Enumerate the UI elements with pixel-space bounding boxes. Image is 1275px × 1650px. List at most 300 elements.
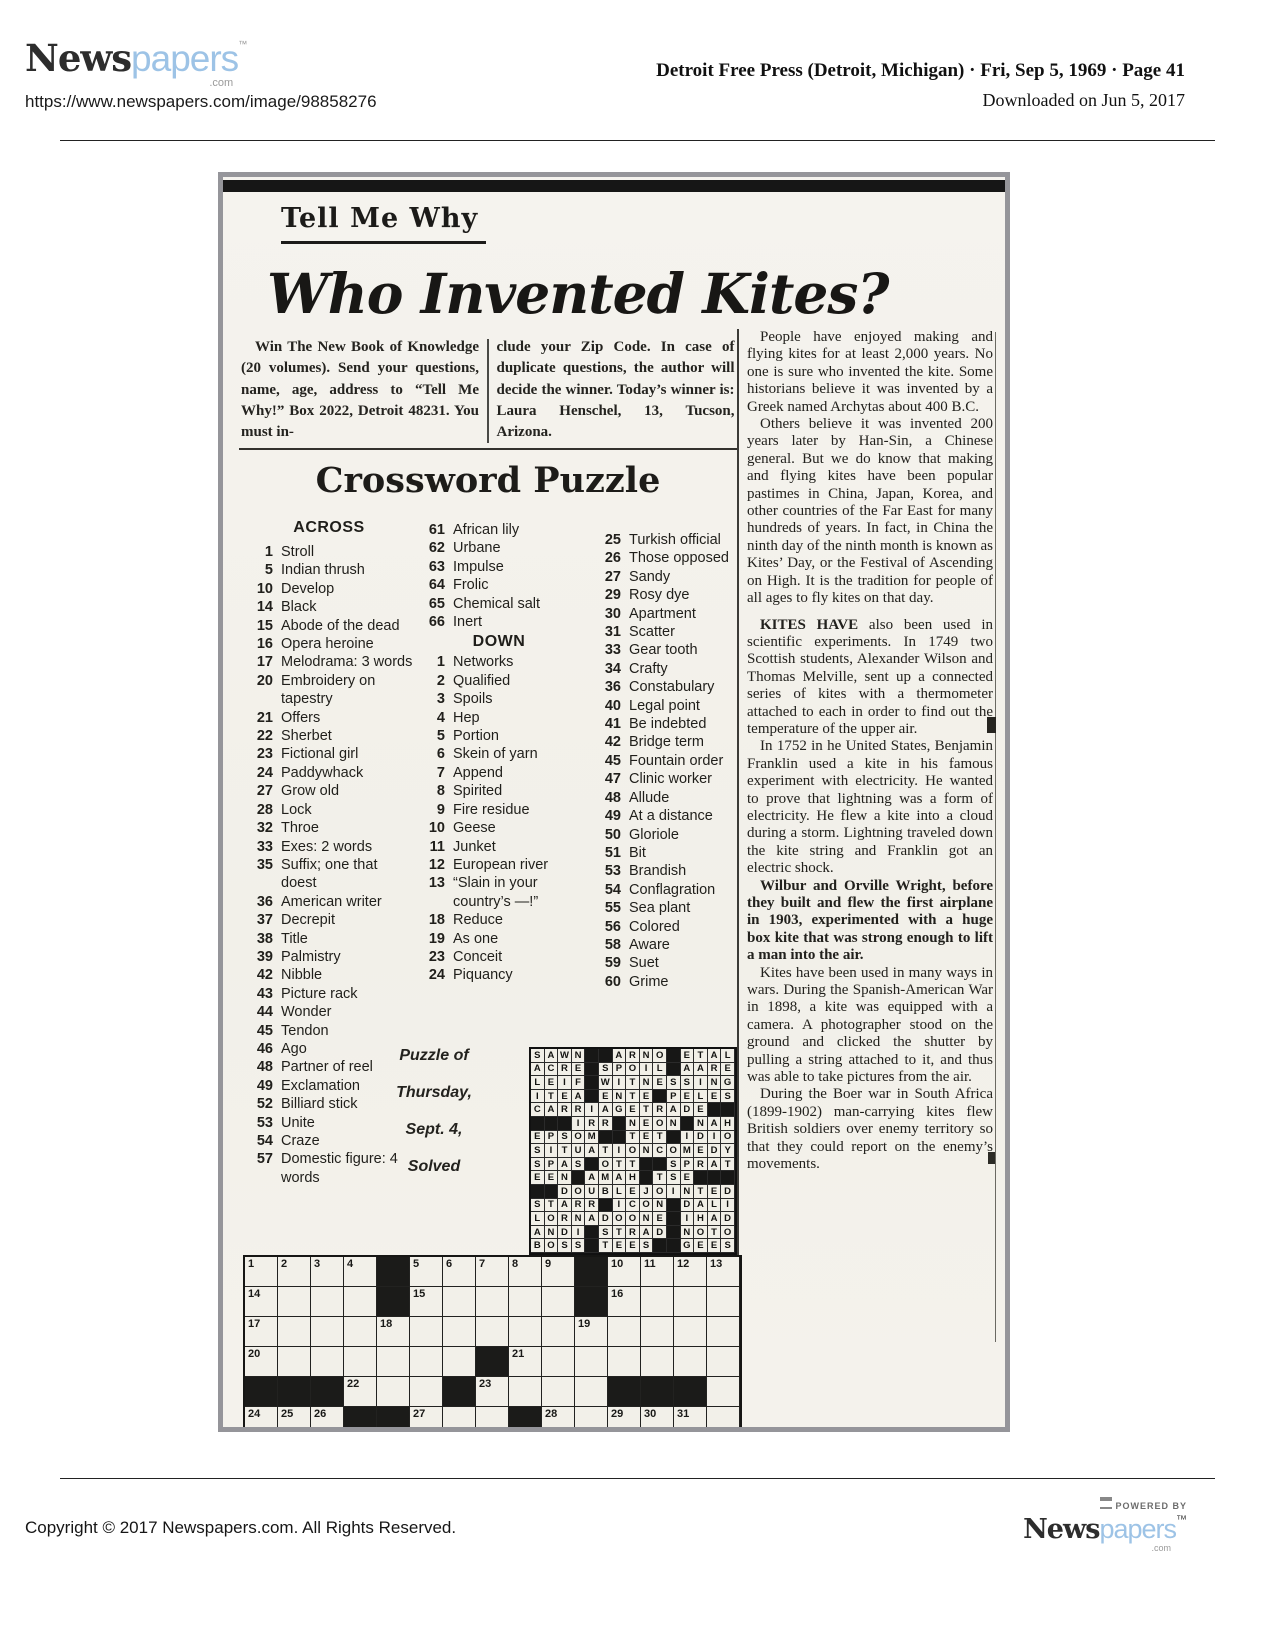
clue-number: 29 (604, 587, 621, 604)
grid-cell-letter: L (721, 1049, 735, 1063)
grid-cell-letter: T (545, 1199, 559, 1213)
clue-text: Scatter (629, 624, 675, 641)
downloaded-date: Downloaded on Jun 5, 2017 (982, 90, 1185, 110)
grid-cell-letter: T (626, 1076, 640, 1090)
grid-cell-letter: S (531, 1158, 545, 1172)
grid-cell-letter: W (558, 1049, 572, 1063)
clue-number: 54 (604, 881, 621, 898)
clue-text: Hep (453, 709, 480, 726)
grid-cell-letter: S (667, 1171, 681, 1185)
article-paragraph: During the Boer war in South Africa (1899-1902) man-carrying kites flew British soldiers over enemy territory so that they could report on the enemy’s movements. (747, 1086, 993, 1173)
clue-text: Conflagration (629, 881, 716, 898)
grid-cell (311, 1347, 344, 1377)
clue-number: 33 (604, 642, 621, 659)
grid-cell (476, 1407, 509, 1432)
grid-cell-letter: L (694, 1090, 708, 1104)
grid-cell (542, 1377, 575, 1407)
grid-cell-letter: T (694, 1185, 708, 1199)
grid-cell-black (721, 1103, 735, 1117)
clue-number: 49 (256, 1077, 273, 1094)
grid-cell-black (585, 1239, 599, 1253)
grid-cell-letter: S (721, 1090, 735, 1104)
grid-cell-black (575, 1257, 608, 1287)
solved-crossword-grid (529, 1047, 737, 1255)
grid-cell-letter: R (558, 1103, 572, 1117)
clue-text: Black (281, 599, 317, 616)
grid-cell-letter: L (531, 1212, 545, 1226)
clue-number: 46 (256, 1040, 273, 1057)
clue-number: 5 (264, 562, 273, 579)
powered-by-logo[interactable] (1023, 1496, 1187, 1553)
clue-number: 6 (436, 746, 445, 763)
clue-number: 36 (604, 679, 621, 696)
grid-cell-letter: C (531, 1103, 545, 1117)
clue-text: Lock (281, 801, 312, 818)
clue-number: 60 (604, 973, 621, 990)
grid-cell-letter: M (599, 1171, 613, 1185)
grid-cell-letter: L (708, 1199, 722, 1213)
intro-column-1: Win The New Book of Knowledge (20 volumes). Send your questions, name, age, address to “Tell Me Why!” Box 2022, Detroit 48231. You must in- (241, 339, 479, 441)
grid-cell-letter: E (708, 1090, 722, 1104)
grid-cell-letter: B (531, 1239, 545, 1253)
grid-cell-black (531, 1117, 545, 1131)
grid-cell: 7 (476, 1257, 509, 1287)
clue-number: 35 (256, 856, 273, 873)
grid-cell-letter: L (653, 1063, 667, 1077)
grid-cell-letter: O (721, 1131, 735, 1145)
grid-cell: 18 (377, 1317, 410, 1347)
clue-text: Apartment (629, 605, 696, 622)
grid-cell-black (575, 1287, 608, 1317)
clue-text: Grow old (281, 783, 340, 800)
clue-number: 19 (428, 930, 445, 947)
clue-item (419, 672, 581, 690)
grid-cell (344, 1317, 377, 1347)
grid-cell: 10 (608, 1257, 641, 1287)
clue-text: Reduce (453, 912, 503, 929)
grid-cell-black (278, 1377, 311, 1407)
right-edge-rule (995, 332, 996, 1342)
grid-cell-letter: O (545, 1239, 559, 1253)
clue-text: Stroll (281, 544, 315, 560)
clue-number: 32 (256, 820, 273, 837)
clue-text: Allude (629, 789, 670, 806)
grid-cell-letter: S (667, 1158, 681, 1172)
grid-cell-letter: N (640, 1144, 654, 1158)
clue-item (595, 697, 759, 715)
article-paragraph: KITES HAVE also been used in scientific experiments. In 1749 two Scottish students, Alexander Wilson and Thomas Melville, sent up a connected series of kites with a thermometer attached to each in order to find out the temperature of the upper air. (747, 616, 993, 737)
grid-cell-black (653, 1090, 667, 1104)
clue-item (595, 715, 759, 733)
clue-item (595, 733, 759, 751)
clue-text: Piquancy (453, 967, 513, 984)
clue-text: Append (453, 764, 503, 781)
clue-item (247, 598, 413, 616)
clue-item (247, 819, 413, 837)
clue-number: 27 (256, 783, 273, 800)
clue-number: 23 (428, 948, 445, 965)
grid-cell-letter: A (708, 1158, 722, 1172)
grid-cell-letter: S (681, 1076, 695, 1090)
grid-cell (410, 1377, 443, 1407)
clue-item (247, 561, 413, 579)
grid-cell-letter: S (721, 1239, 735, 1253)
clue-text: Tendon (281, 1022, 329, 1039)
grid-cell-letter: T (708, 1226, 722, 1240)
clue-text: Exes: 2 words (281, 838, 373, 855)
clue-text: Craze (281, 1133, 320, 1149)
clue-text: Conceit (453, 948, 503, 965)
clue-number: 1 (436, 654, 445, 671)
grid-cell-letter: A (708, 1212, 722, 1226)
clue-item (595, 807, 759, 825)
clue-text: Decrepit (281, 912, 335, 929)
clue-number: 13 (428, 875, 445, 892)
clue-number: 24 (256, 764, 273, 781)
grid-cell (674, 1317, 707, 1347)
grid-cell-letter: A (613, 1171, 627, 1185)
grid-cell-letter: P (545, 1158, 559, 1172)
clue-number: 41 (604, 716, 621, 733)
grid-cell (410, 1347, 443, 1377)
clue-item (247, 985, 413, 1003)
grid-cell (377, 1347, 410, 1377)
clue-number: 57 (256, 1151, 273, 1168)
clue-text: As one (453, 930, 499, 947)
clue-number: 2 (436, 672, 445, 689)
grid-cell-black (667, 1226, 681, 1240)
grid-cell (377, 1377, 410, 1407)
image-url-link[interactable]: https://www.newspapers.com/image/98858276 (25, 92, 377, 111)
grid-cell (707, 1347, 740, 1377)
clue-text: Urbane (453, 540, 501, 557)
grid-cell-letter: E (545, 1076, 559, 1090)
grid-cell-letter: Y (721, 1144, 735, 1158)
intro-column-2: clude your Zip Code. In case of duplicate questions, the author will decide the winner. Today’s winner is: Laura Henschel, 13, Tucson, Arizona. (496, 339, 735, 441)
grid-cell: 21 (509, 1347, 542, 1377)
clue-text: Suffix; one that doest (281, 856, 378, 892)
grid-cell-letter: I (558, 1076, 572, 1090)
clue-item (247, 672, 413, 709)
clue-item (419, 838, 581, 856)
clue-number: 23 (256, 746, 273, 763)
grid-cell-black (585, 1226, 599, 1240)
grid-cell-black (377, 1257, 410, 1287)
clue-text: Billiard stick (281, 1096, 358, 1113)
grid-cell-letter: E (558, 1090, 572, 1104)
clue-number: 25 (604, 532, 621, 548)
article-paragraph: Kites have been used in many ways in wars. During the Spanish-American War in 1898, a kite was equipped with a camera. A photographer stood on the ground and clicked the shutter by pulling a string attached to it, and thus was able to take pictures from the air. (747, 964, 993, 1086)
grid-cell-letter: U (572, 1144, 586, 1158)
grid-cell-letter: O (613, 1212, 627, 1226)
grid-cell-black (545, 1117, 559, 1131)
clue-number: 5 (436, 728, 445, 745)
grid-cell-letter: A (545, 1049, 559, 1063)
kites-article-text (747, 329, 993, 1427)
grid-cell-letter: N (681, 1185, 695, 1199)
clue-item (419, 613, 581, 631)
clue-text: Fountain order (629, 752, 724, 769)
grid-cell-letter: N (572, 1212, 586, 1226)
clue-item (595, 844, 759, 862)
clue-item (595, 918, 759, 936)
grid-cell-letter: I (585, 1103, 599, 1117)
grid-cell: 17 (245, 1317, 278, 1347)
clue-text: Inert (453, 614, 483, 631)
clue-item (247, 856, 413, 893)
grid-cell-letter: N (640, 1076, 654, 1090)
grid-cell: 14 (245, 1287, 278, 1317)
grid-cell-letter: T (599, 1144, 613, 1158)
grid-cell-black (585, 1076, 599, 1090)
paragraph-lead: KITES HAVE (760, 616, 859, 633)
grid-cell-letter: E (681, 1171, 695, 1185)
clue-text: Gear tooth (629, 642, 698, 659)
grid-cell-letter: E (531, 1131, 545, 1145)
clue-item (595, 770, 759, 788)
clue-item (247, 635, 413, 653)
clue-number: 8 (436, 783, 445, 800)
grid-cell-letter: S (531, 1199, 545, 1213)
grid-cell-letter: R (708, 1063, 722, 1077)
copyright-notice: Copyright © 2017 Newspapers.com. All Rights Reserved. (25, 1518, 457, 1537)
clue-item (419, 745, 581, 763)
grid-cell-letter: D (558, 1226, 572, 1240)
grid-cell-letter: N (626, 1117, 640, 1131)
clue-item (419, 911, 581, 929)
clue-text: Impulse (453, 558, 504, 575)
clue-text: Indian thrush (281, 562, 365, 579)
grid-cell-black (653, 1239, 667, 1253)
grid-cell: 22 (344, 1377, 377, 1407)
grid-cell-black (653, 1158, 667, 1172)
grid-cell (608, 1317, 641, 1347)
grid-cell-letter: T (558, 1144, 572, 1158)
clue-item (247, 911, 413, 929)
grid-cell-letter: S (599, 1063, 613, 1077)
clue-number: 15 (256, 617, 273, 634)
newspapers-logo[interactable] (25, 36, 248, 89)
clue-number: 44 (256, 1004, 273, 1021)
clue-number: 33 (256, 838, 273, 855)
grid-cell-black (545, 1185, 559, 1199)
clue-text: Spirited (453, 783, 503, 800)
grid-cell-letter: O (626, 1144, 640, 1158)
grid-cell-letter: J (640, 1185, 654, 1199)
clue-number: 16 (256, 636, 273, 653)
clue-number: 30 (604, 605, 621, 622)
clue-text: Skein of yarn (453, 746, 538, 763)
grid-cell-letter: D (694, 1131, 708, 1145)
clue-item (247, 930, 413, 948)
clue-item (247, 1003, 413, 1021)
grid-cell-letter: R (626, 1049, 640, 1063)
footer-logo-papers: papers (1099, 1514, 1176, 1544)
grid-cell-black (667, 1131, 681, 1145)
grid-cell-letter: T (653, 1171, 667, 1185)
clue-number: 24 (428, 967, 445, 984)
grid-cell-letter: I (613, 1076, 627, 1090)
grid-cell-letter: T (626, 1158, 640, 1172)
clue-number: 47 (604, 771, 621, 788)
grid-cell-black (681, 1117, 695, 1131)
grid-cell-letter: O (572, 1131, 586, 1145)
grid-cell-letter: E (640, 1131, 654, 1145)
grid-cell-letter: A (694, 1063, 708, 1077)
grid-cell (707, 1377, 740, 1407)
clue-text: Constabulary (629, 679, 715, 696)
grid-cell (311, 1317, 344, 1347)
clue-number: 17 (256, 654, 273, 671)
clue-number: 21 (256, 709, 273, 726)
grid-cell (344, 1287, 377, 1317)
clue-text: Geese (453, 820, 496, 837)
grid-cell-black (585, 1090, 599, 1104)
grid-cell-letter: I (681, 1212, 695, 1226)
clue-text: African lily (453, 522, 520, 538)
puzzle-note-line: Sept. 4, (405, 1121, 463, 1138)
clue-item (595, 623, 759, 641)
grid-cell-letter: A (531, 1226, 545, 1240)
grid-cell-letter: F (572, 1076, 586, 1090)
grid-cell-black (694, 1171, 708, 1185)
clue-number: 62 (428, 540, 445, 557)
clue-item (247, 617, 413, 635)
grid-cell-letter: I (613, 1144, 627, 1158)
grid-cell-black (708, 1103, 722, 1117)
grid-cell-letter: A (545, 1103, 559, 1117)
clue-text: Aware (629, 936, 670, 953)
grid-cell (575, 1377, 608, 1407)
clue-item (595, 936, 759, 954)
grid-cell-letter: E (572, 1063, 586, 1077)
grid-cell-letter: G (721, 1076, 735, 1090)
clue-text: Partner of reel (281, 1059, 373, 1076)
clue-number: 7 (436, 764, 445, 781)
clue-item (247, 764, 413, 782)
grid-cell-letter: E (626, 1103, 640, 1117)
grid-cell (674, 1347, 707, 1377)
clue-text: “Slain in your country’s —!” (453, 875, 539, 910)
clue-number: 14 (256, 599, 273, 616)
clue-text: Legal point (629, 697, 700, 714)
grid-cell-letter: T (626, 1090, 640, 1104)
grid-cell-letter: N (545, 1226, 559, 1240)
clue-item (595, 660, 759, 678)
grid-cell (443, 1347, 476, 1377)
grid-cell: 6 (443, 1257, 476, 1287)
grid-cell-letter: I (572, 1117, 586, 1131)
grid-cell (641, 1317, 674, 1347)
grid-cell-black (667, 1063, 681, 1077)
clue-number: 22 (256, 728, 273, 745)
clue-number: 63 (428, 558, 445, 575)
grid-cell-letter: H (721, 1117, 735, 1131)
clue-number: 20 (256, 672, 273, 689)
grid-cell-black (599, 1199, 613, 1213)
grid-cell: 2 (278, 1257, 311, 1287)
grid-cell: 8 (509, 1257, 542, 1287)
clue-item (419, 948, 581, 966)
clue-item (595, 752, 759, 770)
grid-cell-letter: A (613, 1049, 627, 1063)
clue-number: 64 (428, 577, 445, 594)
grid-cell-letter: N (694, 1117, 708, 1131)
clue-number: 27 (604, 568, 621, 585)
clue-text: Throe (281, 820, 319, 837)
grid-cell: 20 (245, 1347, 278, 1377)
grid-cell-letter: S (558, 1239, 572, 1253)
footer-logo-news: News (1023, 1514, 1100, 1545)
grid-cell-letter: P (613, 1063, 627, 1077)
grid-cell-letter: A (558, 1158, 572, 1172)
grid-cell-letter: R (599, 1117, 613, 1131)
grid-cell-letter: O (545, 1212, 559, 1226)
grid-cell-letter: E (694, 1103, 708, 1117)
grid-cell-letter: R (558, 1063, 572, 1077)
grid-cell-black (377, 1407, 410, 1432)
grid-cell (443, 1287, 476, 1317)
grid-cell-letter: G (613, 1103, 627, 1117)
down-clue-list-2 (595, 531, 759, 991)
clue-item (595, 881, 759, 899)
grid-cell-black (674, 1377, 707, 1407)
logo-trademark: ™ (238, 39, 248, 49)
newspaper-clipping (218, 172, 1010, 1432)
grid-cell-letter: C (626, 1199, 640, 1213)
clue-text: Gloriole (629, 826, 679, 843)
clue-item (247, 709, 413, 727)
middle-clue-column (419, 521, 581, 985)
clue-text: Abode of the dead (281, 617, 400, 634)
clue-text: Crafty (629, 660, 668, 677)
clue-text: Spoils (453, 691, 493, 708)
grid-cell-letter: D (708, 1144, 722, 1158)
grid-cell-black (599, 1131, 613, 1145)
grid-cell-black (613, 1131, 627, 1145)
clue-number: 50 (604, 826, 621, 843)
grid-cell-black (344, 1407, 377, 1432)
grid-cell-letter: E (531, 1171, 545, 1185)
grid-cell-letter: S (640, 1239, 654, 1253)
grid-cell-letter: S (531, 1049, 545, 1063)
clue-item (419, 595, 581, 613)
grid-cell-letter: E (681, 1049, 695, 1063)
clue-item (595, 789, 759, 807)
clue-item (595, 826, 759, 844)
article-paragraph: Others believe it was invented 200 years later by Han-Sin, a Chinese general. But we do know that making and flying kites have been popular pastimes in China, Japan, Korea, and other countries of the Far East for many hundreds of years. In fact, in China the ninth day of the ninth month is known as Kites’ Day, or the Festival of Ascending on High. It is the tradition for people of all ages to fly kites on that day. (747, 416, 993, 607)
clue-number: 66 (428, 614, 445, 631)
grid-cell-letter: N (667, 1117, 681, 1131)
grid-cell (509, 1287, 542, 1317)
clue-text: Melodrama: 3 words (281, 654, 413, 671)
grid-cell-letter: D (558, 1185, 572, 1199)
grid-cell-letter: L (613, 1185, 627, 1199)
grid-cell: 30 (641, 1407, 674, 1432)
clue-item (247, 745, 413, 763)
grid-cell (443, 1407, 476, 1432)
grid-cell-letter: I (531, 1090, 545, 1104)
clue-item (419, 576, 581, 594)
clue-item (419, 801, 581, 819)
column-kicker: Tell Me Why (281, 203, 486, 244)
clue-text: Embroidery on tapestry (281, 672, 376, 708)
clue-text: European river (453, 856, 549, 873)
grid-cell-black (721, 1171, 735, 1185)
grid-cell-letter: D (681, 1199, 695, 1213)
grid-cell (476, 1317, 509, 1347)
clue-item (247, 1022, 413, 1040)
